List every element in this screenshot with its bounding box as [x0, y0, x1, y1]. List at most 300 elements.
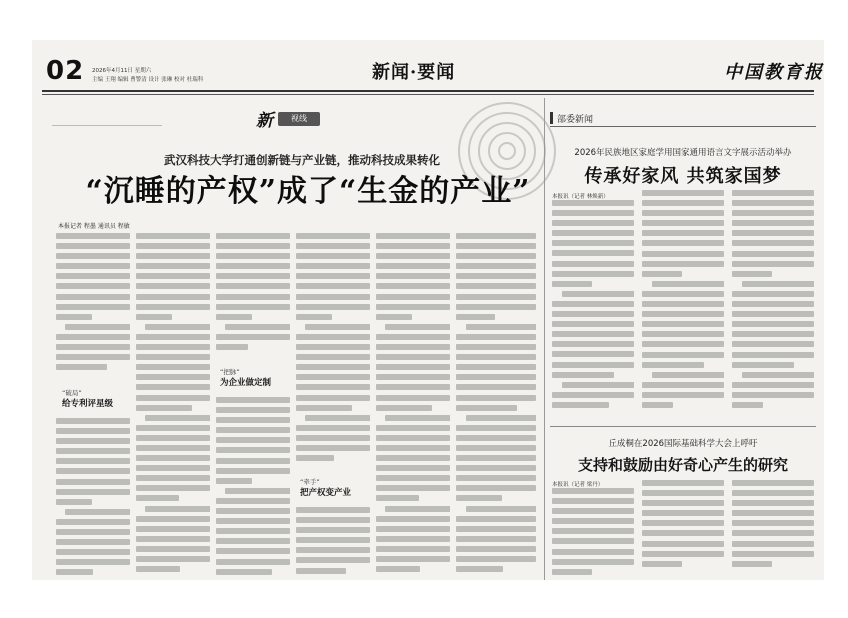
body-text-line: [732, 190, 814, 196]
body-text-line: [296, 395, 370, 401]
column-logo: [256, 110, 326, 130]
body-text-line: [216, 294, 290, 300]
body-text-line: [732, 541, 814, 547]
body-text-line: [552, 549, 634, 555]
body-text-line: [642, 301, 724, 307]
issue-date: 2026年4月11日 星期六: [92, 68, 152, 74]
body-text-line: [56, 253, 130, 259]
newspaper-page: [32, 40, 824, 580]
article-column-6: [456, 233, 536, 580]
body-text-line: [466, 506, 536, 512]
body-text-line: [136, 395, 210, 401]
right-article-1-subtitle: 2026年民族地区家庭学用国家通用语言文字展示活动举办: [574, 148, 792, 158]
body-text-line: [56, 283, 130, 289]
body-text-line: [456, 485, 536, 491]
body-text-line: [216, 397, 290, 403]
body-text-line: [732, 402, 763, 408]
body-text-line: [56, 438, 130, 444]
body-text-line: [216, 233, 290, 239]
body-text-line: [216, 417, 290, 423]
body-text-line: [376, 526, 450, 532]
body-text-line: [732, 480, 814, 486]
body-text-line: [56, 263, 130, 269]
body-text-line: [742, 372, 814, 378]
body-text-line: [136, 516, 210, 522]
editor-credits: 主编 王翔 编辑 曹警清 设计 张琳 校对 杜瑞科: [92, 77, 204, 83]
body-text-line: [296, 425, 370, 431]
body-text-line: [642, 271, 682, 277]
right-article-1-col-2: [642, 190, 724, 418]
body-text-line: [652, 281, 724, 287]
body-text-line: [642, 200, 724, 206]
body-text-line: [552, 240, 634, 246]
right-article-2-subtitle: 丘成桐在2026国际基础科学大会上呼吁: [608, 439, 758, 449]
body-text-line: [642, 291, 724, 297]
body-text-line: [552, 498, 634, 504]
body-text-line: [732, 261, 814, 267]
right-article-1-col-1: [552, 200, 634, 418]
body-text-line: [136, 526, 210, 532]
body-text-line: [56, 559, 130, 565]
article-column-5: [376, 233, 450, 580]
body-text-line: [296, 547, 370, 553]
body-text-line: [456, 233, 536, 239]
body-text-line: [385, 506, 450, 512]
body-text-line: [376, 536, 450, 542]
body-text-line: [296, 344, 370, 350]
body-text-line: [136, 536, 210, 542]
body-text-line: [56, 334, 130, 340]
body-text-line: [216, 518, 290, 524]
body-text-line: [552, 261, 634, 267]
body-text-line: [296, 374, 370, 380]
body-text-line: [732, 392, 814, 398]
body-text-line: [456, 273, 536, 279]
body-text-line: [296, 557, 370, 563]
body-text-line: [562, 382, 634, 388]
body-text-line: [642, 382, 724, 388]
body-text-line: [376, 294, 450, 300]
body-text-line: [456, 334, 536, 340]
body-text-line: [136, 566, 180, 572]
body-text-line: [376, 425, 450, 431]
body-text-line: [732, 331, 814, 337]
body-text-line: [296, 283, 370, 289]
body-text-line: [552, 281, 592, 287]
section-title: 新闻·要闻: [372, 62, 456, 83]
body-text-line: [642, 530, 724, 536]
body-text-line: [136, 344, 210, 350]
decorative-rule: [52, 125, 162, 136]
right-article-2-col-3: [732, 480, 814, 580]
body-text-line: [376, 364, 450, 370]
body-text-line: [732, 230, 814, 236]
body-text-line: [216, 528, 290, 534]
body-text-line: [376, 516, 450, 522]
body-text-line: [56, 479, 130, 485]
body-text-line: [136, 314, 172, 320]
body-text-line: [136, 253, 210, 259]
body-text-line: [466, 415, 536, 421]
body-text-line: [552, 538, 634, 544]
column-divider: [544, 98, 545, 580]
body-text-line: [376, 445, 450, 451]
body-text-line: [456, 495, 502, 501]
header-divider-thin: [42, 94, 814, 95]
body-text-line: [376, 263, 450, 269]
body-text-line: [466, 324, 536, 330]
body-text-line: [642, 190, 724, 196]
body-text-line: [642, 510, 724, 516]
body-text-line: [296, 304, 370, 310]
body-text-line: [642, 561, 682, 567]
body-text-line: [456, 243, 536, 249]
body-text-line: [552, 362, 634, 368]
body-text-line: [456, 465, 536, 471]
body-text-line: [136, 263, 210, 269]
article-column-3-cont: [216, 397, 290, 580]
body-text-line: [552, 569, 592, 575]
body-text-line: [376, 344, 450, 350]
body-text-line: [552, 372, 614, 378]
body-text-line: [456, 435, 536, 441]
body-text-line: [136, 294, 210, 300]
body-text-line: [136, 374, 210, 380]
body-text-line: [296, 334, 370, 340]
body-text-line: [136, 465, 210, 471]
body-text-line: [732, 382, 814, 388]
article-column-4-cont: [296, 507, 370, 580]
body-text-line: [456, 253, 536, 259]
body-text-line: [296, 537, 370, 543]
body-text-line: [216, 569, 272, 575]
body-text-line: [456, 294, 536, 300]
body-text-line: [376, 556, 450, 562]
body-text-line: [216, 427, 290, 433]
body-text-line: [296, 445, 370, 451]
article-column-1-cont: [56, 418, 130, 580]
body-text-line: [456, 395, 536, 401]
body-text-line: [456, 546, 536, 552]
body-text-line: [56, 354, 130, 360]
body-text-line: [216, 508, 290, 514]
body-text-line: [552, 271, 634, 277]
body-text-line: [65, 324, 130, 330]
body-text-line: [216, 458, 290, 464]
body-text-line: [456, 283, 536, 289]
body-text-line: [136, 425, 210, 431]
body-text-line: [552, 508, 634, 514]
body-text-line: [136, 364, 210, 370]
body-text-line: [642, 541, 724, 547]
body-text-line: [136, 304, 210, 310]
body-text-line: [376, 354, 450, 360]
body-text-line: [225, 488, 290, 494]
body-text-line: [456, 384, 536, 390]
body-text-line: [552, 402, 609, 408]
body-text-line: [642, 341, 724, 347]
body-text-line: [136, 405, 192, 411]
body-text-line: [552, 341, 634, 347]
body-text-line: [732, 291, 814, 297]
body-text-line: [552, 230, 634, 236]
body-text-line: [296, 384, 370, 390]
body-text-line: [216, 273, 290, 279]
body-text-line: [642, 230, 724, 236]
right-article-1-headline: 传承好家风 共筑家国梦: [584, 166, 782, 187]
body-text-line: [385, 415, 450, 421]
article-column-3: [216, 233, 290, 363]
body-text-line: [216, 344, 248, 350]
body-text-line: [376, 243, 450, 249]
body-text-line: [732, 301, 814, 307]
body-text-line: [56, 448, 130, 454]
body-text-line: [642, 261, 724, 267]
body-text-line: [456, 516, 536, 522]
body-text-line: [552, 200, 634, 206]
body-text-line: [216, 548, 290, 554]
body-text-line: [216, 468, 290, 474]
body-text-line: [642, 220, 724, 226]
right-article-2-col-1: [552, 488, 634, 580]
section-header-ministry-news: [550, 111, 816, 127]
body-text-line: [732, 362, 794, 368]
body-text-line: [456, 405, 517, 411]
body-text-line: [376, 475, 450, 481]
body-text-line: [296, 273, 370, 279]
body-text-line: [56, 428, 130, 434]
body-text-line: [376, 253, 450, 259]
body-text-line: [296, 507, 370, 513]
body-text-line: [136, 445, 210, 451]
body-text-line: [652, 372, 724, 378]
body-text-line: [305, 415, 370, 421]
body-text-line: [136, 435, 210, 441]
body-text-line: [732, 561, 772, 567]
body-text-line: [376, 455, 450, 461]
right-article-2-headline: 支持和鼓励由好奇心产生的研究: [577, 456, 788, 474]
article-column-1: [56, 233, 130, 383]
article-column-2: [136, 233, 210, 580]
body-text-line: [56, 549, 130, 555]
body-text-line: [642, 240, 724, 246]
body-text-line: [456, 263, 536, 269]
body-text-line: [732, 271, 772, 277]
body-text-line: [456, 536, 536, 542]
body-text-line: [136, 455, 210, 461]
body-text-line: [216, 498, 290, 504]
body-text-line: [552, 518, 634, 524]
body-text-line: [216, 314, 252, 320]
body-text-line: [216, 407, 290, 413]
body-text-line: [56, 294, 130, 300]
body-text-line: [216, 334, 290, 340]
body-text-line: [216, 263, 290, 269]
subhead-3: “牵手” 把产权变产业: [300, 478, 352, 498]
body-text-line: [296, 364, 370, 370]
body-text-line: [56, 529, 130, 535]
body-text-line: [56, 344, 130, 350]
body-text-line: [216, 538, 290, 544]
page-number: 02: [46, 56, 85, 86]
body-text-line: [225, 324, 290, 330]
body-text-line: [56, 489, 130, 495]
body-text-line: [732, 530, 814, 536]
body-text-line: [376, 384, 450, 390]
body-text-line: [376, 273, 450, 279]
body-text-line: [642, 321, 724, 327]
body-text-line: [216, 437, 290, 443]
body-text-line: [732, 500, 814, 506]
body-text-line: [376, 374, 450, 380]
body-text-line: [376, 405, 432, 411]
body-text-line: [296, 233, 370, 239]
body-text-line: [56, 243, 130, 249]
body-text-line: [376, 395, 450, 401]
body-text-line: [296, 294, 370, 300]
body-text-line: [136, 273, 210, 279]
body-text-line: [56, 539, 130, 545]
right-article-divider: [550, 426, 816, 427]
body-text-line: [136, 233, 210, 239]
body-text-line: [136, 485, 210, 491]
body-text-line: [305, 324, 370, 330]
body-text-line: [642, 251, 724, 257]
body-text-line: [562, 291, 634, 297]
body-text-line: [296, 253, 370, 259]
body-text-line: [642, 480, 724, 486]
body-text-line: [552, 250, 634, 256]
body-text-line: [56, 458, 130, 464]
body-text-line: [376, 485, 450, 491]
right-article-1-col-3: [732, 190, 814, 418]
body-text-line: [456, 566, 503, 572]
right-article-2-col-2: [642, 480, 724, 580]
body-text-line: [296, 243, 370, 249]
body-text-line: [456, 425, 536, 431]
body-text-line: [376, 495, 419, 501]
body-text-line: [732, 520, 814, 526]
body-text-line: [642, 490, 724, 496]
right-article-1-byline: 本报讯（记者 林焕新）: [552, 194, 609, 200]
body-text-line: [456, 314, 495, 320]
body-text-line: [642, 331, 724, 337]
right-article-2-byline: 本报讯（记者 梁丹）: [552, 482, 604, 488]
body-text-line: [732, 490, 814, 496]
body-text-line: [216, 283, 290, 289]
body-text-line: [552, 311, 634, 317]
body-text-line: [732, 210, 814, 216]
body-text-line: [376, 546, 450, 552]
body-text-line: [136, 495, 179, 501]
article-subtitle: 武汉科技大学打通创新链与产业链，推动科技成果转化: [164, 153, 440, 167]
body-text-line: [642, 210, 724, 216]
body-text-line: [732, 341, 814, 347]
body-text-line: [642, 362, 704, 368]
body-text-line: [296, 435, 370, 441]
body-text-line: [136, 384, 210, 390]
body-text-line: [552, 210, 634, 216]
body-text-line: [642, 520, 724, 526]
body-text-line: [456, 364, 536, 370]
body-text-line: [145, 506, 210, 512]
body-text-line: [552, 331, 634, 337]
body-text-line: [56, 519, 130, 525]
column-logo-mark: 新: [256, 111, 273, 131]
body-text-line: [552, 220, 634, 226]
body-text-line: [376, 283, 450, 289]
body-text-line: [456, 475, 536, 481]
article-column-4: [296, 233, 370, 473]
masthead-logo: 中国教育报: [724, 62, 824, 83]
subhead-2: “把脉” 为企业做定制: [220, 368, 272, 388]
body-text-line: [56, 468, 130, 474]
body-text-line: [456, 526, 536, 532]
body-text-line: [56, 569, 93, 575]
body-text-line: [642, 392, 724, 398]
section-label: 部委新闻: [557, 115, 594, 125]
body-text-line: [145, 415, 210, 421]
body-text-line: [216, 447, 290, 453]
body-text-line: [456, 556, 536, 562]
body-text-line: [136, 283, 210, 289]
body-text-line: [296, 455, 334, 461]
body-text-line: [552, 488, 634, 494]
body-text-line: [732, 510, 814, 516]
body-text-line: [642, 402, 673, 408]
body-text-line: [376, 566, 420, 572]
body-text-line: [732, 551, 814, 557]
body-text-line: [296, 354, 370, 360]
body-text-line: [296, 263, 370, 269]
body-text-line: [552, 301, 634, 307]
body-text-line: [552, 559, 634, 565]
header-divider: [42, 90, 814, 92]
body-text-line: [145, 324, 210, 330]
body-text-line: [136, 546, 210, 552]
body-text-line: [456, 455, 536, 461]
body-text-line: [136, 243, 210, 249]
body-text-line: [136, 475, 210, 481]
body-text-line: [376, 304, 450, 310]
section-marker: [550, 112, 553, 124]
body-text-line: [642, 500, 724, 506]
body-text-line: [296, 568, 346, 574]
body-text-line: [296, 314, 332, 320]
body-text-line: [376, 435, 450, 441]
body-text-line: [642, 551, 724, 557]
body-text-line: [385, 324, 450, 330]
column-logo-label: 视线: [278, 112, 320, 126]
body-text-line: [216, 478, 252, 484]
body-text-line: [136, 354, 210, 360]
body-text-line: [456, 354, 536, 360]
body-text-line: [552, 321, 634, 327]
body-text-line: [136, 556, 210, 562]
body-text-line: [56, 314, 92, 320]
article-byline: 本报记者 程墨 通讯员 程敏: [58, 223, 130, 230]
body-text-line: [376, 465, 450, 471]
body-text-line: [296, 527, 370, 533]
body-text-line: [376, 314, 412, 320]
subhead-1: “破局” 给专利评星级: [62, 389, 114, 409]
body-text-line: [376, 334, 450, 340]
body-text-line: [456, 304, 536, 310]
body-text-line: [732, 352, 814, 358]
body-text-line: [216, 243, 290, 249]
body-text-line: [56, 233, 130, 239]
body-text-line: [56, 364, 107, 370]
